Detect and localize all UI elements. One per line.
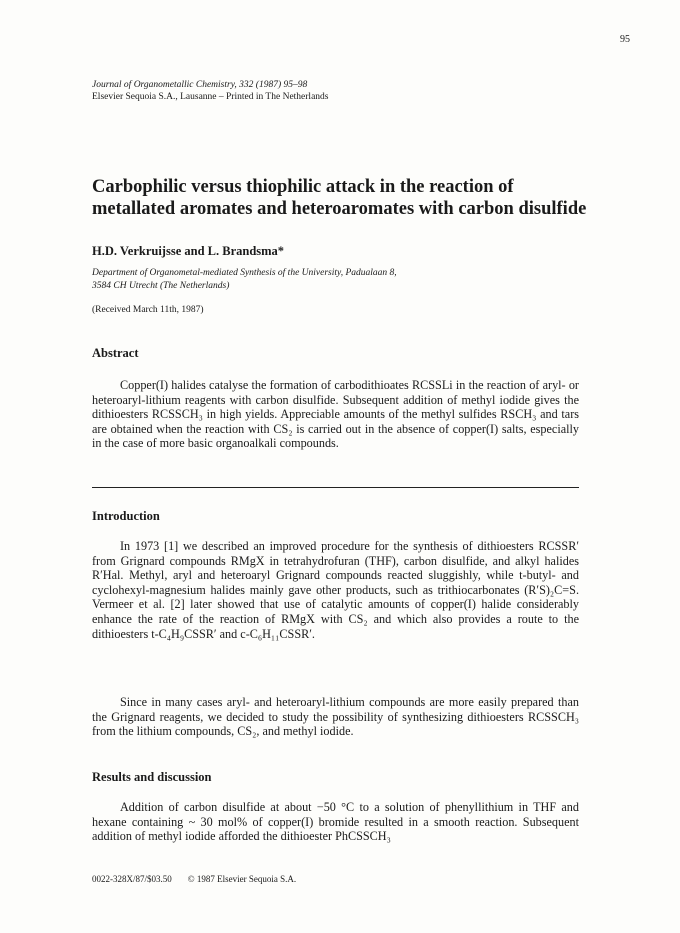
article-code: 0022-328X/87/$03.50 bbox=[92, 874, 172, 884]
received-date: (Received March 11th, 1987) bbox=[92, 305, 204, 315]
introduction-heading: Introduction bbox=[92, 509, 160, 523]
article-title: Carbophilic versus thiophilic attack in the reaction of metallated aromates and heteroaromates with carbon disulfide bbox=[92, 177, 587, 219]
results-heading: Results and discussion bbox=[92, 770, 212, 784]
journal-header bbox=[92, 79, 328, 103]
introduction-paragraph-2: Since in many cases aryl- and heteroaryl-lithium compounds are more easily prepared than the Grignard reagents, we decided to study the possibility of synthesizing dithioesters RCSSCH₃ from the lithium compounds, CS₂, and methyl iodide. bbox=[92, 695, 579, 739]
copyright: © 1987 Elsevier Sequoia S.A. bbox=[187, 874, 297, 884]
results-paragraph-1: Addition of carbon disulfide at about −50 °C to a solution of phenyllithium in THF and hexane containing ~ 30 mol% of copper(I) bromide resulted in a smooth reaction. Subsequent addition of methyl iodide afforded the dithioester PhCSSCH₃ bbox=[92, 800, 579, 844]
introduction-paragraph-1: In 1973 [1] we described an improved procedure for the synthesis of dithioesters RCSSR′ from Grignard compounds RMgX in tetrahydrofuran (THF), carbon disulfide, and alkyl halides R′Hal. Methyl, aryl and heteroaryl Grignard compounds reacted sluggishly, while t-butyl- and cyclohexyl-magnesium halides mainly gave other products, such as trithiocarbonates (R′S)₂C=S. Vermeer et al. [2] later showed that use of catalytic amounts of copper(I) halide considerably enhance the rate of the reaction of RMgX with CS₂ and which also provides a route to the dithioesters t-C₄H₉CSSR′ and c-C₆H₁₁CSSR′. bbox=[92, 539, 579, 641]
affiliation-line-1: Department of Organometal-mediated Synthesis of the University, Padualaan 8, bbox=[92, 268, 397, 278]
section-divider bbox=[92, 487, 579, 488]
abstract-heading: Abstract bbox=[92, 346, 139, 360]
page-footer bbox=[92, 874, 296, 884]
affiliation bbox=[92, 267, 397, 292]
journal-citation: Journal of Organometallic Chemistry, 332 (1987) 95–98 bbox=[92, 80, 308, 90]
abstract-text: Copper(I) halides catalyse the formation of carbodithioates RCSSLi in the reaction of aryl- or heteroaryl-lithium reagents with carbon disulfide. Subsequent addition of methyl iodide gives the dithioesters RCSSCH₃ in high yields. Appreciable amounts of the methyl sulfides RSCH₃ and tars are obtained when the reaction with CS₂ is carried out in the absence of copper(I) salts, especially in the case of more basic organoalkali compounds. bbox=[92, 378, 579, 451]
authors: H.D. Verkruijsse and L. Brandsma* bbox=[92, 244, 285, 258]
publisher-line: Elsevier Sequoia S.A., Lausanne – Printed in The Netherlands bbox=[92, 92, 329, 102]
affiliation-line-2: 3584 CH Utrecht (The Netherlands) bbox=[92, 280, 230, 291]
page-number: 95 bbox=[620, 34, 630, 45]
